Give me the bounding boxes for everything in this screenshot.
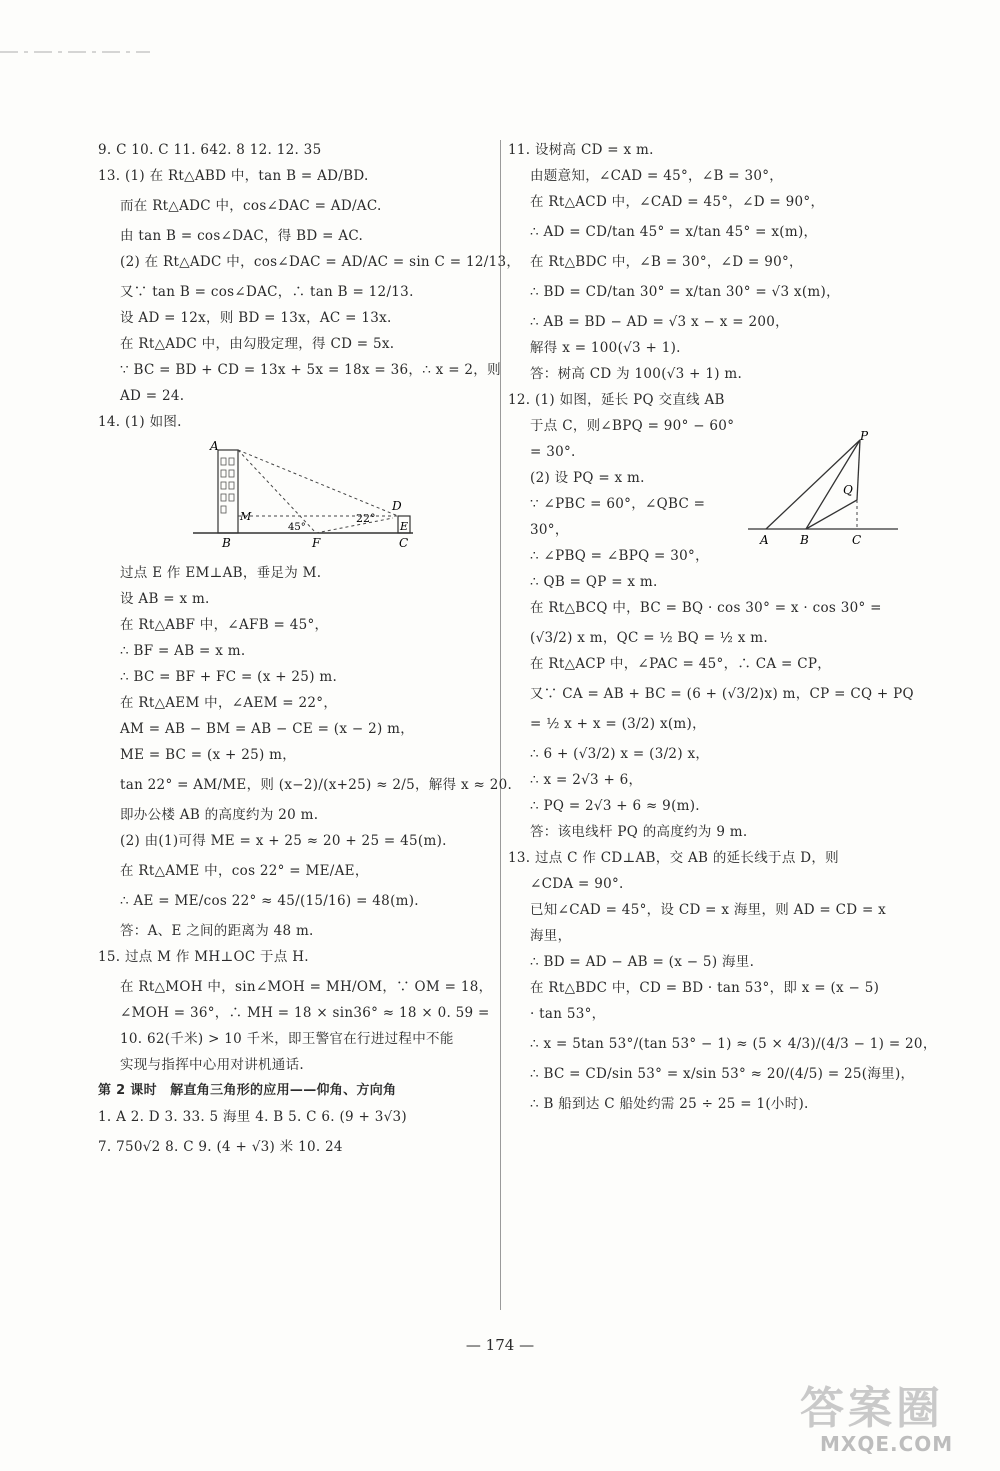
answer-line: (2) 在 Rt△ADC 中，cos∠DAC = AD/AC = sin C = 12/13， bbox=[120, 254, 521, 270]
answer-line: ∴ BF = AB = x m. bbox=[120, 643, 246, 659]
answer-line: (2) 设 PQ = x m. bbox=[530, 470, 645, 486]
answer-line: 在 Rt△BCQ 中，BC = BQ · cos 30° = x · cos 30° = bbox=[530, 600, 882, 616]
answer-line: 而在 Rt△ADC 中，cos∠DAC = AD/AC. bbox=[120, 198, 382, 214]
answer-line: AD = 24. bbox=[120, 388, 185, 404]
angle-45-label: 45° bbox=[288, 522, 306, 533]
answer-line: 在 Rt△ACP 中，∠PAC = 45°，∴ CA = CP， bbox=[530, 656, 832, 672]
label-c: C bbox=[852, 533, 862, 547]
answer-line: 又∵ CA = AB + BC = (6 + (√3/2)x) m，CP = CQ + PQ bbox=[530, 686, 914, 702]
answer-line: 9. C 10. C 11. 642. 8 12. 12. 35 bbox=[98, 142, 322, 158]
answer-line: ∴ BD = CD/tan 30° = x/tan 30° = √3 x(m)， bbox=[530, 284, 840, 300]
answer-line: 在 Rt△AEM 中，∠AEM = 22°， bbox=[120, 695, 338, 711]
label-a: A bbox=[210, 439, 219, 453]
label-c: C bbox=[399, 536, 409, 550]
answer-line: 1. A 2. D 3. 33. 5 海里 4. B 5. C 6. (9 + 3√3) bbox=[98, 1109, 407, 1125]
answer-line: ∴ AE = ME/cos 22° ≈ 45/(15/16) = 48(m). bbox=[120, 893, 419, 909]
answer-line: 设 AB = x m. bbox=[120, 591, 210, 607]
answer-line: ∴ AB = BD − AD = √3 x − x = 200， bbox=[530, 314, 789, 330]
answer-line: 在 Rt△AME 中，cos 22° = ME/AE， bbox=[120, 863, 369, 879]
answer-line: ∠MOH = 36°，∴ MH = 18 × sin36° ≈ 18 × 0. 59 = bbox=[120, 1005, 490, 1021]
page-number: — 174 — bbox=[465, 1336, 535, 1354]
answer-line: 在 Rt△ADC 中，由勾股定理，得 CD = 5x. bbox=[120, 336, 395, 352]
answer-line: 在 Rt△BDC 中，CD = BD · tan 53°，即 x = (x − 5) bbox=[530, 980, 880, 996]
label-p: P bbox=[860, 429, 869, 443]
label-d: D bbox=[392, 499, 402, 513]
answer-line: ∴ x = 2√3 + 6， bbox=[530, 772, 643, 788]
answer-line: 由 tan B = cos∠DAC，得 BD = AC. bbox=[120, 228, 364, 244]
answer-line: 14. (1) 如图. bbox=[98, 414, 182, 430]
answer-line: ∴ BD = AD − AB = (x − 5) 海里. bbox=[530, 954, 755, 970]
answer-line: 答：A、E 之间的距离为 48 m. bbox=[120, 923, 314, 939]
answer-line: 在 Rt△ABF 中，∠AFB = 45°， bbox=[120, 617, 329, 633]
answer-line: 11. 设树高 CD = x m. bbox=[508, 142, 654, 158]
answer-line: 在 Rt△ACD 中，∠CAD = 45°，∠D = 90°， bbox=[530, 194, 825, 210]
answer-line: ∴ x = 5tan 53°/(tan 53° − 1) ≈ (5 × 4/3)/(4/3 − 1) = 20， bbox=[530, 1036, 937, 1052]
angle-22-label: 22° bbox=[356, 512, 376, 525]
answer-line: AM = AB − BM = AB − CE = (x − 2) m， bbox=[120, 721, 415, 737]
answer-line: ∴ B 船到达 C 船处约需 25 ÷ 25 = 1(小时). bbox=[530, 1096, 809, 1112]
answer-line: 7. 750√2 8. C 9. (4 + √3) 米 10. 24 bbox=[98, 1139, 343, 1155]
answer-line: ∴ QB = QP = x m. bbox=[530, 574, 658, 590]
answer-line: 由题意知，∠CAD = 45°，∠B = 30°， bbox=[530, 168, 784, 184]
answer-line: 又∵ tan B = cos∠DAC，∴ tan B = 12/13. bbox=[120, 284, 414, 300]
label-q: Q bbox=[843, 483, 853, 497]
label-a: A bbox=[760, 533, 769, 547]
answer-line: 答：树高 CD 为 100(√3 + 1) m. bbox=[530, 366, 743, 382]
answer-line: 10. 62(千米) > 10 千米，即王警官在行进过程中不能 bbox=[120, 1031, 454, 1047]
watermark-url: MXQE.COM bbox=[820, 1432, 954, 1456]
answer-line: 30°， bbox=[530, 522, 569, 538]
label-e: E bbox=[400, 520, 409, 533]
answer-line: 13. 过点 C 作 CD⊥AB，交 AB 的延长线于点 D，则 bbox=[508, 850, 839, 866]
answer-line: 海里， bbox=[530, 928, 572, 944]
label-f: F bbox=[312, 536, 321, 550]
answer-line: 已知∠CAD = 45°，设 CD = x 海里，则 AD = CD = x bbox=[530, 902, 887, 918]
answer-line: ∵ ∠PBC = 60°，∠QBC = bbox=[530, 496, 706, 512]
answer-line: tan 22° = AM/ME，则 (x−2)/(x+25) ≈ 2/5，解得 x ≈ 20. bbox=[120, 777, 513, 793]
answer-line: 12. (1) 如图，延长 PQ 交直线 AB bbox=[508, 392, 725, 408]
answer-line: 15. 过点 M 作 MH⊥OC 于点 H. bbox=[98, 949, 309, 965]
answer-line: (2) 由(1)可得 ME = x + 25 ≈ 20 + 25 = 45(m). bbox=[120, 833, 447, 849]
answer-line: 即办公楼 AB 的高度约为 20 m. bbox=[120, 807, 319, 823]
answer-line: 过点 E 作 EM⊥AB，垂足为 M. bbox=[120, 565, 322, 581]
answer-line: 在 Rt△BDC 中，∠B = 30°，∠D = 90°， bbox=[530, 254, 803, 270]
scan-artifact bbox=[0, 40, 160, 46]
answer-line: ∠CDA = 90°. bbox=[530, 876, 624, 892]
answer-line: ∴ 6 + (√3/2) x = (3/2) x， bbox=[530, 746, 710, 762]
answer-line: 实现与指挥中心用对讲机通话. bbox=[120, 1057, 304, 1073]
answer-line: = ½ x + x = (3/2) x(m)， bbox=[530, 716, 706, 732]
answer-line: 答：该电线杆 PQ 的高度约为 9 m. bbox=[530, 824, 748, 840]
pole-diagram bbox=[748, 428, 908, 552]
building-diagram bbox=[188, 438, 496, 557]
answer-line: = 30°. bbox=[530, 444, 576, 460]
label-m: M bbox=[240, 510, 252, 523]
left-column bbox=[98, 140, 521, 1157]
answer-line: · tan 53°， bbox=[530, 1006, 606, 1022]
answer-line: ∴ BC = BF + FC = (x + 25) m. bbox=[120, 669, 338, 685]
answer-line: (√3/2) x m，QC = ½ BQ = ½ x m. bbox=[530, 630, 768, 646]
answer-line: 设 AD = 12x，则 BD = 13x，AC = 13x. bbox=[120, 310, 392, 326]
right-column bbox=[508, 140, 937, 1114]
section-title: 第 2 课时 解直角三角形的应用——仰角、方向角 bbox=[98, 1083, 397, 1098]
answer-line: ME = BC = (x + 25) m， bbox=[120, 747, 297, 763]
answer-line: ∴ BC = CD/sin 53° = x/sin 53° ≈ 20/(4/5) = 25(海里)， bbox=[530, 1066, 915, 1082]
answer-line: ∴ PQ = 2√3 + 6 ≈ 9(m). bbox=[530, 798, 700, 814]
answer-line: ∵ BC = BD + CD = 13x + 5x = 18x = 36，∴ x = 2，则 bbox=[120, 362, 501, 378]
answer-line: 解得 x = 100(√3 + 1). bbox=[530, 340, 681, 356]
answer-line: 13. (1) 在 Rt△ABD 中，tan B = AD/BD. bbox=[98, 168, 369, 184]
answer-line: ∴ ∠PBQ = ∠BPQ = 30°， bbox=[530, 548, 709, 564]
answer-line: ∴ AD = CD/tan 45° = x/tan 45° = x(m)， bbox=[530, 224, 818, 240]
label-b: B bbox=[222, 536, 231, 550]
answer-line: 于点 C，则∠BPQ = 90° − 60° bbox=[530, 418, 735, 434]
column-divider bbox=[500, 140, 501, 1310]
watermark-logo: 答案圈 bbox=[800, 1383, 944, 1434]
label-b: B bbox=[800, 533, 809, 547]
answer-line: 在 Rt△MOH 中，sin∠MOH = MH/OM，∵ OM = 18， bbox=[120, 979, 493, 995]
